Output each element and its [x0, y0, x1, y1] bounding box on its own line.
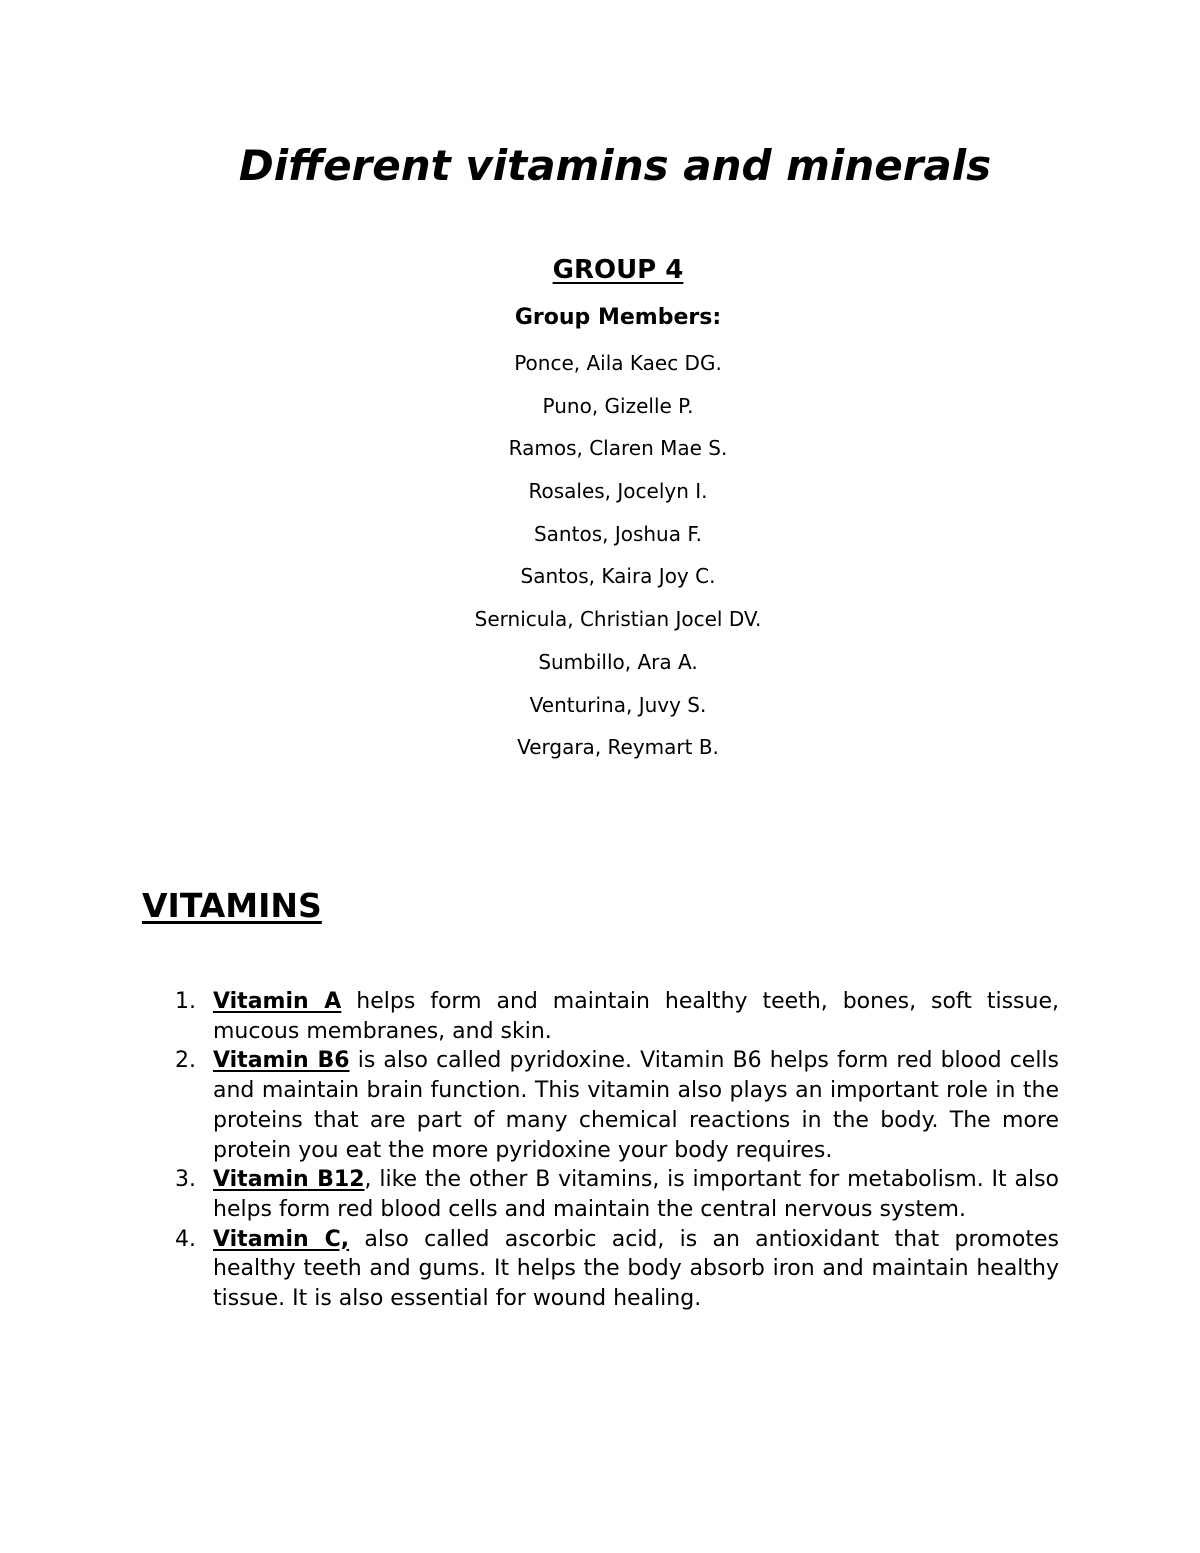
vitamin-name: Vitamin B6 [213, 1048, 350, 1074]
group-heading-text: GROUP 4 [552, 255, 684, 285]
vitamin-name: Vitamin B12 [213, 1167, 365, 1193]
group-member: Ramos, Claren Mae S. [508, 436, 728, 461]
vitamin-description: , like the other B vitamins, is important for metabolism. It also helps form red blood cells and maintain the central nervous system. [213, 1167, 1060, 1222]
group-members-list [0, 346, 1200, 773]
vitamins-heading: VITAMINS [142, 886, 322, 925]
vitamin-item [175, 1225, 1059, 1314]
list-number: 1. [175, 989, 196, 1014]
vitamin-item [175, 1046, 1060, 1165]
group-members-label: Group Members: [514, 305, 722, 330]
vitamin-description: is also called pyridoxine. Vitamin B6 helps form red blood cells and maintain brain function. This vitamin also plays an important role in the proteins that are part of many chemical reactions in the body. The more protein you eat the more pyridoxine your body requires. [213, 1048, 1060, 1163]
document-title: Different vitamins and minerals [238, 141, 992, 190]
group-member: Sumbillo, Ara A. [538, 649, 698, 674]
vitamin-description: also called ascorbic acid, is an antioxidant that promotes healthy teeth and gums. It helps the body absorb iron and maintain healthy tissue. It is also essential for wound healing. [213, 1226, 1059, 1312]
group-member: Venturina, Juvy S. [529, 692, 707, 717]
vitamin-description: helps form and maintain healthy teeth, bones, soft tissue, mucous membranes, and skin. [213, 989, 1059, 1044]
list-number: 4. [175, 1226, 196, 1252]
vitamin-name: Vitamin C, [213, 1226, 350, 1252]
group-member: Santos, Joshua F. [533, 521, 702, 546]
vitamin-item [175, 1165, 1060, 1224]
group-heading [0, 253, 1200, 287]
vitamins-list [175, 987, 1060, 1314]
group-member: Ponce, Aila Kaec DG. [514, 351, 722, 375]
list-number: 3. [175, 1167, 196, 1193]
list-number: 2. [175, 1048, 196, 1074]
vitamin-name: Vitamin A [213, 989, 342, 1014]
group-member: Santos, Kaira Joy C. [520, 564, 716, 589]
group-member: Sernicula, Christian Jocel DV. [474, 607, 762, 632]
group-member: Vergara, Reymart B. [517, 735, 719, 760]
vitamin-item [175, 987, 1059, 1046]
group-member: Rosales, Jocelyn I. [528, 479, 708, 504]
group-member: Puno, Gizelle P. [542, 393, 694, 418]
